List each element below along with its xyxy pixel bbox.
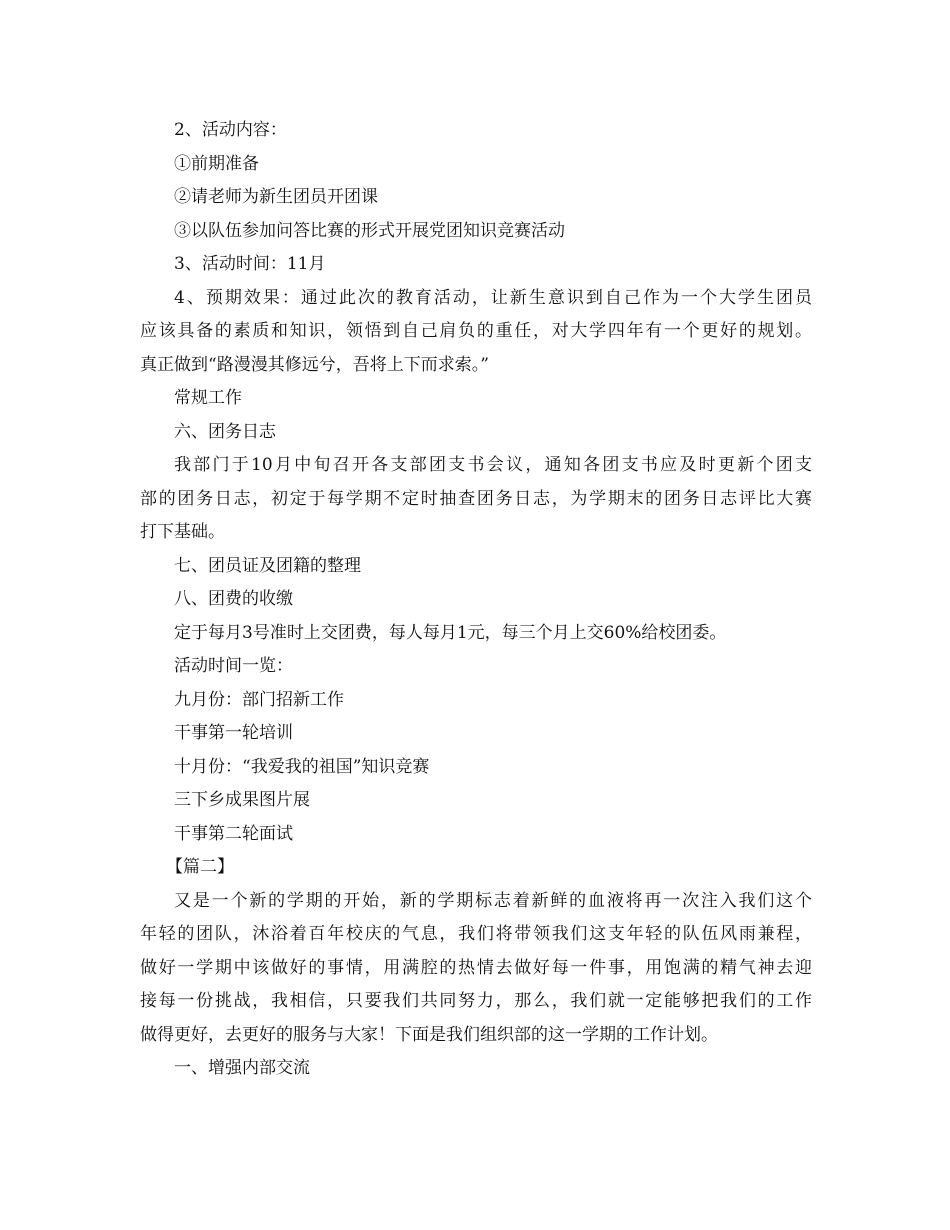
text-line: 干事第一轮培训 <box>174 723 293 743</box>
text-line: 活动时间一览： <box>174 656 293 676</box>
text-line: 一、增强内部交流 <box>174 1058 310 1078</box>
text-line: 干事第二轮面试 <box>174 823 293 844</box>
text-line: 应该具备的素质和知识，领悟到自己肩负的重任，对大学四年有一个更好的规划。 <box>140 321 812 341</box>
text-line: 六、团务日志 <box>174 421 276 442</box>
text-line: 做好一学期中该做好的事情，用满腔的热情去做好每一件事，用饱满的精气神去迎 <box>140 957 812 978</box>
text-line: ②请老师为新生团员开团课 <box>174 187 378 207</box>
text-line: 真正做到“路漫漫其修远兮，吾将上下而求索。” <box>140 354 489 375</box>
section-heading: 【篇二】 <box>166 857 234 877</box>
text-line: 做得更好，去更好的服务与大家！下面是我们组织部的这一学期的工作计划。 <box>140 1024 718 1045</box>
text-line: 3、活动时间：11月 <box>174 254 326 274</box>
text-line: 定于每月3号准时上交团费，每人每月1元，每三个月上交60%给校团委。 <box>174 622 727 643</box>
document-body <box>140 114 812 1086</box>
text-line: 十月份：“我爱我的祖国”知识竞赛 <box>174 756 430 777</box>
text-line: ①前期准备 <box>174 153 259 174</box>
text-line: 2、活动内容： <box>174 120 287 140</box>
text-line: 又是一个新的学期的开始，新的学期标志着新鲜的血液将再一次注入我们这个 <box>174 890 812 911</box>
text-line: 年轻的团队，沐浴着百年校庆的气息，我们将带领我们这支年轻的队伍风雨兼程， <box>140 924 812 944</box>
text-line: 八、团费的收缴 <box>174 589 293 609</box>
text-line: 我部门于10月中旬召开各支部团支书会议，通知各团支书应及时更新个团支 <box>174 455 812 475</box>
text-line: 三下乡成果图片展 <box>174 790 310 810</box>
text-line: ③以队伍参加问答比赛的形式开展党团知识竞赛活动 <box>174 220 565 241</box>
text-line: 部的团务日志，初定于每学期不定时抽查团务日志，为学期末的团务日志评比大赛 <box>140 488 812 509</box>
text-line: 九月份：部门招新工作 <box>174 689 344 710</box>
text-line: 4、预期效果：通过此次的教育活动，让新生意识到自己作为一个大学生团员 <box>174 287 812 308</box>
text-line: 七、团员证及团籍的整理 <box>174 555 361 576</box>
text-line: 接每一份挑战，我相信，只要我们共同努力，那么，我们就一定能够把我们的工作 <box>140 991 812 1011</box>
text-line: 常规工作 <box>174 388 242 408</box>
text-line: 打下基础。 <box>140 522 225 542</box>
